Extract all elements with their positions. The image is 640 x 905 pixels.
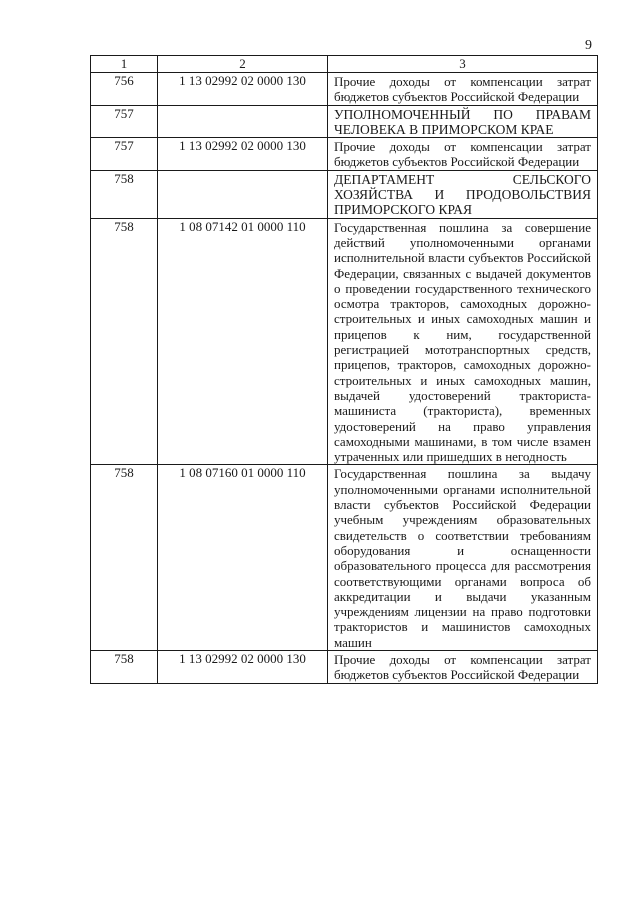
table-row	[91, 650, 598, 683]
header-column-3-text: 3	[459, 56, 466, 71]
admin-code-cell: 758	[91, 218, 158, 465]
revenue-name-cell	[328, 650, 598, 683]
revenue-name-cell	[328, 73, 598, 106]
revenue-name-text: Прочие доходы от компенсации затрат бюджетов субъектов Российской Федерации	[334, 651, 591, 683]
revenue-code-cell: 1 08 07142 01 0000 110	[158, 218, 328, 465]
revenue-code-cell: 1 13 02992 02 0000 130	[158, 138, 328, 171]
revenue-name-cell	[328, 138, 598, 171]
admin-code-cell: 758	[91, 650, 158, 683]
admin-code-cell: 756	[91, 73, 158, 106]
administrator-name-text: УПОЛНОМОЧЕННЫЙ ПО ПРАВАМ ЧЕЛОВЕКА В ПРИМОРСКОМ КРАЕ	[334, 106, 591, 137]
table-header-row	[91, 56, 598, 73]
revenue-code-cell: 1 08 07160 01 0000 110	[158, 465, 328, 651]
admin-code-cell: 757	[91, 138, 158, 171]
revenue-code-cell	[158, 105, 328, 138]
table-row	[91, 465, 598, 651]
revenue-name-cell	[328, 465, 598, 651]
revenue-code-cell: 1 13 02992 02 0000 130	[158, 73, 328, 106]
revenue-name-text: Государственная пошлина за выдачу уполномоченными органами исполнительной власти субъектов Российской Федерации учебным учреждениям образовательных свидетельств о соответствии требованиям оборудования и оснащенности образовательного процесса для рассмотрения соответствующими органами вопроса об аккредитации и выдачи указанным учреждениям лицензии на право подготовки трактористов и машинистов самоходных машин	[334, 466, 591, 650]
administrator-name-cell	[328, 105, 598, 138]
revenue-name-cell	[328, 218, 598, 465]
admin-code-cell: 758	[91, 465, 158, 651]
administrator-name-text: ДЕПАРТАМЕНТ СЕЛЬСКОГО ХОЗЯЙСТВА И ПРОДОВОЛЬСТВИЯ ПРИМОРСКОГО КРАЯ	[334, 171, 591, 218]
revenue-code-cell	[158, 170, 328, 218]
revenue-classification-table	[90, 55, 598, 684]
table-row	[91, 138, 598, 171]
admin-code-cell: 758	[91, 170, 158, 218]
admin-code-cell: 757	[91, 105, 158, 138]
revenue-name-text: Прочие доходы от компенсации затрат бюджетов субъектов Российской Федерации	[334, 139, 591, 170]
revenue-code-cell: 1 13 02992 02 0000 130	[158, 650, 328, 683]
table-row	[91, 218, 598, 465]
page-number: 9	[585, 38, 592, 53]
table-row	[91, 73, 598, 106]
header-column-3	[328, 56, 598, 73]
revenue-name-text: Прочие доходы от компенсации затрат бюджетов субъектов Российской Федерации	[334, 74, 591, 105]
header-column-1: 1	[91, 56, 158, 73]
header-column-2: 2	[158, 56, 328, 73]
revenue-name-text: Государственная пошлина за совершение действий уполномоченными органами исполнительной власти субъектов Российской Федерации, связанных с выдачей документов о проведении государственного технического осмотра тракторов, самоходных дорожно-строительных и иных самоходных машин и прицепов к ним, государственной регистрацией мототранспортных средств, прицепов, тракторов, самоходных дорожно-строительных и иных самоходных машин, выдачей удостоверений тракториста-машиниста (тракториста), временных удостоверений на право управления самоходными машинами, в том числе взамен утраченных или пришедших в негодность	[334, 219, 591, 465]
table-row	[91, 170, 598, 218]
table-row	[91, 105, 598, 138]
administrator-name-cell	[328, 170, 598, 218]
